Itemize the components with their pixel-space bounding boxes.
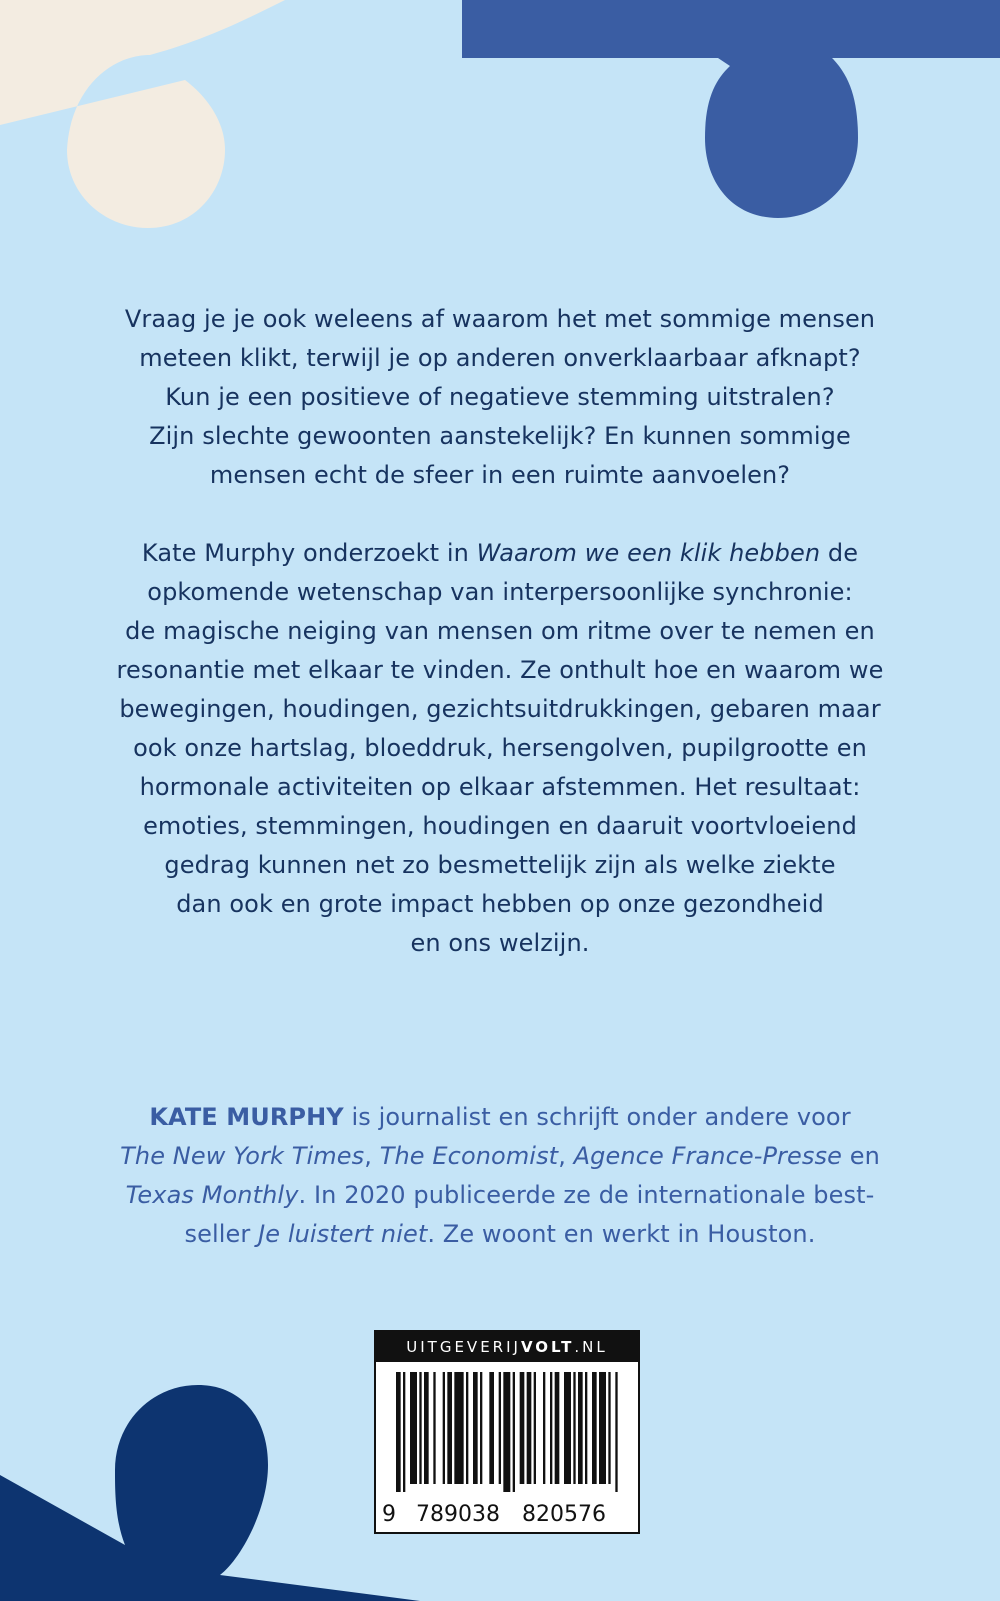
blurb-line: Vraag je je ook weleens af waarom het met sommige mensen (124, 305, 876, 333)
blurb-line: ook onze hartslag, bloeddruk, hersengolven, pupilgrootte en (133, 734, 867, 762)
blurb-line: bewegingen, houdingen, gezichtsuitdrukkingen, gebaren maar (119, 695, 881, 723)
blurb-line: dan ook en grote impact hebben op onze gezondheid (176, 890, 824, 918)
bio-text: seller (184, 1220, 259, 1248)
barcode-bar (433, 1372, 435, 1484)
barcode-bar (396, 1372, 401, 1492)
blurb-line: Zijn slechte gewoonten aanstekelijk? En kunnen sommige (149, 422, 851, 450)
blurb-text: Kate Murphy onderzoekt in (141, 539, 477, 567)
barcode-bar (499, 1372, 501, 1484)
barcode-bar (410, 1372, 417, 1484)
bio-line (60, 1215, 940, 1254)
barcode-block (374, 1330, 640, 1534)
barcode-bar (520, 1372, 525, 1484)
bio-text: , (364, 1142, 380, 1170)
publication-nyt: The New York Times (120, 1142, 365, 1170)
isbn-group-left: 789038 (416, 1502, 500, 1527)
bio-text: . In 2020 publiceerde ze de internationale best- (298, 1181, 875, 1209)
publication-economist: The Economist (379, 1142, 559, 1170)
barcode-bar (473, 1372, 478, 1484)
barcode-bar (419, 1372, 421, 1484)
barcode-bar (534, 1372, 536, 1484)
barcode-bar (592, 1372, 597, 1484)
blurb-line: resonantie met elkaar te vinden. Ze onthult hoe en waarom we (116, 656, 884, 684)
publisher-url-pre: UITGEVERIJ (406, 1338, 521, 1356)
cream-puzzle-piece (0, 0, 285, 228)
blurb-line: hormonale activiteiten op elkaar afstemmen. Het resultaat: (139, 773, 861, 801)
barcode-bar (480, 1372, 482, 1484)
author-bio (60, 1098, 940, 1254)
publisher-url-bold: VOLT (520, 1338, 575, 1356)
barcode-bar (489, 1372, 494, 1484)
isbn-group-right: 820576 (522, 1502, 606, 1527)
bio-line (60, 1098, 940, 1137)
previous-book-title: Je luistert niet (258, 1220, 428, 1248)
barcode-bar (513, 1372, 515, 1492)
blue-puzzle-bar (462, 0, 1000, 58)
barcode-bar (454, 1372, 463, 1484)
barcode-bar (585, 1372, 587, 1484)
barcode-bars (396, 1372, 620, 1492)
blurb-paragraph-1 (60, 300, 940, 495)
barcode-bar (599, 1372, 606, 1484)
publisher-url (376, 1332, 638, 1362)
barcode-bar (550, 1372, 552, 1484)
barcode-bar (608, 1372, 610, 1484)
bio-text: . Ze woont en werkt in Houston. (427, 1220, 816, 1248)
blurb-line: emoties, stemmingen, houdingen en daaruit voortvloeiend (143, 812, 857, 840)
barcode-bar (503, 1372, 510, 1492)
barcode-bar (543, 1372, 545, 1484)
blurb-line: Kun je een positieve of negatieve stemming uitstralen? (165, 383, 835, 411)
barcode-bar (564, 1372, 571, 1484)
blurb-line: opkomende wetenschap van interpersoonlijke synchronie: (147, 578, 853, 606)
blurb-line: en ons welzijn. (410, 929, 590, 957)
blurb-line: mensen echt de sfeer in een ruimte aanvoelen? (209, 461, 791, 489)
barcode-bar (424, 1372, 429, 1484)
publication-afp: Agence France-Presse (573, 1142, 842, 1170)
blurb-text: de (820, 539, 859, 567)
barcode-bar (527, 1372, 532, 1484)
author-name: KATE MURPHY (149, 1103, 344, 1131)
bio-line (60, 1137, 940, 1176)
bio-text: , (558, 1142, 574, 1170)
publication-texas-monthly: Texas Monthly (125, 1181, 299, 1209)
barcode-bar (403, 1372, 405, 1492)
blurb-paragraph-2 (60, 534, 940, 963)
blurb-line: gedrag kunnen net zo besmettelijk zijn als welke ziekte (164, 851, 836, 879)
barcode-bar (466, 1372, 468, 1484)
barcode-bar (573, 1372, 575, 1484)
blue-puzzle-knob (705, 56, 858, 218)
book-title: Waarom we een klik hebben (476, 539, 821, 567)
blurb-line: meteen klikt, terwijl je op anderen onverklaarbaar afknapt? (139, 344, 861, 372)
barcode-bar (443, 1372, 445, 1484)
bio-text: is journalist en schrijft onder andere voor (343, 1103, 851, 1131)
bio-text: en (841, 1142, 880, 1170)
blurb-line (60, 534, 940, 573)
bio-line (60, 1176, 940, 1215)
navy-puzzle-piece (0, 1385, 420, 1601)
blurb-line: de magische neiging van mensen om ritme over te nemen en (125, 617, 875, 645)
barcode-bar (447, 1372, 452, 1484)
barcode-bar (615, 1372, 617, 1492)
publisher-url-post: .NL (574, 1338, 608, 1356)
barcode-bar (555, 1372, 560, 1484)
barcode-bar (578, 1372, 583, 1484)
isbn-lead-digit: 9 (382, 1502, 396, 1527)
